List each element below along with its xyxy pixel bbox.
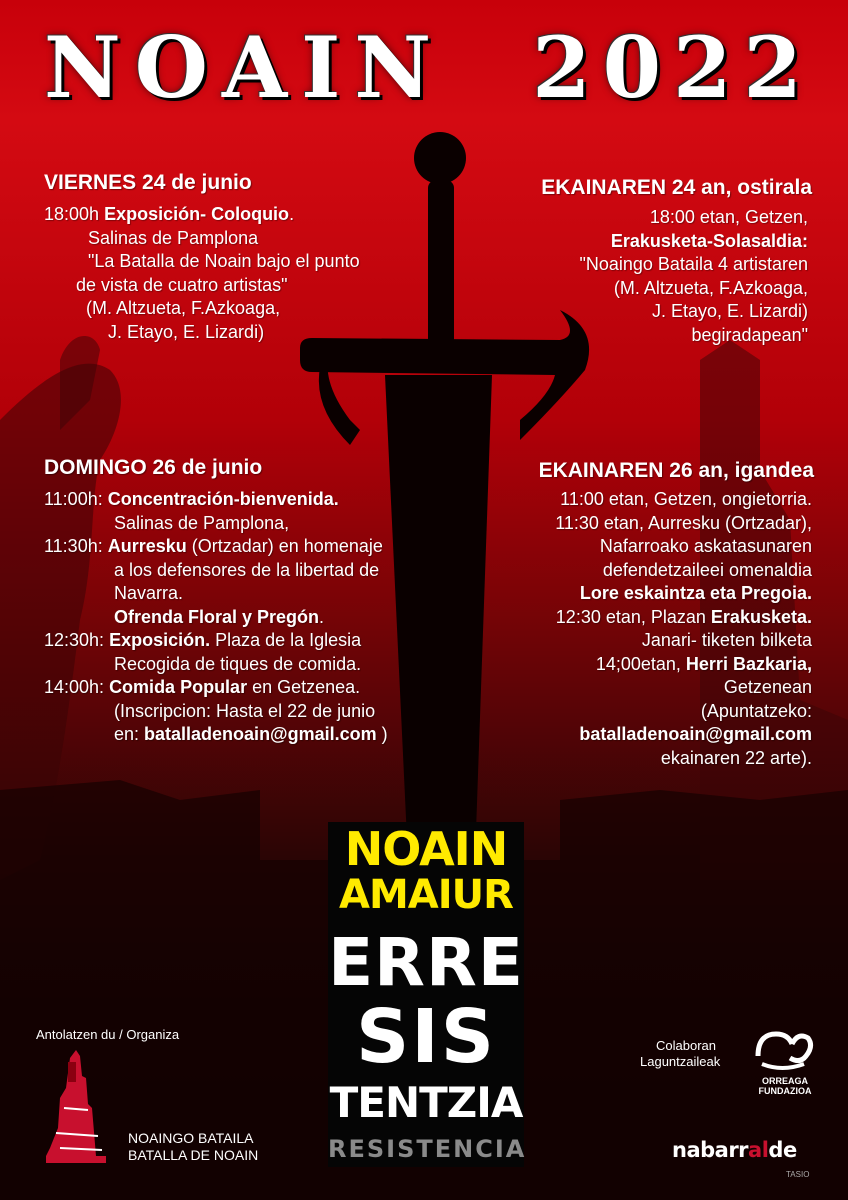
eu-day2-line-1: 11:00 etan, Getzen, ongietorria. <box>560 489 812 509</box>
es-day2-line-3: 11:30h: Aurresku (Ortzadar) en homenaje <box>44 536 383 556</box>
es-day2-line-11: en: batalladenoain@gmail.com ) <box>114 724 388 744</box>
eu-day1-line-6: begiradapean" <box>691 324 808 345</box>
es-day1-line-1: 18:00h Exposición- Coloquio. <box>44 204 295 224</box>
colaboran-label: Colaboran Laguntzaileak <box>640 1038 721 1069</box>
title-year: 2022 <box>532 18 814 117</box>
es-day1-line-3: "La Batalla de Noain bajo el punto <box>88 251 360 271</box>
eu-day1-line-4: (M. Altzueta, F.Azkoaga, <box>613 277 808 298</box>
es-day2-line-9: 14:00h: Comida Popular en Getzenea. <box>44 677 361 697</box>
logo-noain: NOAIN <box>344 822 508 876</box>
orreaga-logo-icon <box>752 1026 816 1074</box>
es-day1-line-6: J. Etayo, E. Lizardi) <box>108 321 265 342</box>
eu-day1-line-1: 18:00 etan, Getzen, <box>649 207 808 227</box>
eu-day2-heading: EKAINAREN 26 an, igandea <box>538 459 814 482</box>
eu-day2-block <box>472 488 812 770</box>
eu-day2-line-2: 11:30 etan, Aurresku (Ortzadar), <box>555 512 812 533</box>
es-day1-line-5: (M. Altzueta, F.Azkoaga, <box>86 298 281 318</box>
title-noain: NOAIN <box>44 18 446 117</box>
eu-day1-line-3: "Noaingo Bataila 4 artistaren <box>579 254 808 274</box>
es-day2-line-8: Recogida de tiques de comida. <box>114 653 362 674</box>
org-name-es: BATALLA DE NOAIN <box>128 1147 259 1163</box>
eu-day2-line-3: Nafarroako askatasunaren <box>599 536 812 556</box>
es-day1-line-4: de vista de cuatro artistas" <box>76 274 288 295</box>
poster-title <box>0 18 848 118</box>
es-day2-line-4: a los defensores de la libertad de <box>114 559 380 580</box>
es-day2-line-5: Navarra. <box>114 583 184 603</box>
eu-day1-line-2: Erakusketa-Solasaldia: <box>610 230 808 251</box>
es-day2-heading: DOMINGO 26 de junio <box>44 456 263 479</box>
logo-erre: ERRE <box>328 924 524 1001</box>
logo-amaiur: AMAIUR <box>339 872 513 918</box>
eu-day2-line-5: Lore eskaintza eta Pregoia. <box>579 583 812 603</box>
es-email[interactable]: batalladenoain@gmail.com <box>144 724 377 744</box>
es-day2-line-2: Salinas de Pamplona, <box>114 512 290 533</box>
eu-day2-line-7: Janari- tiketen bilketa <box>641 630 812 650</box>
tasio-credit: TASIO <box>786 1170 810 1179</box>
es-day1-line-2: Salinas de Pamplona <box>88 227 259 248</box>
eu-day2-line-12: ekainaren 22 arte). <box>660 747 812 768</box>
eu-day1-heading: EKAINAREN 24 an, ostirala <box>541 176 812 199</box>
logo-tentzia: TENTZIA <box>329 1078 523 1127</box>
eu-day2-line-9: Getzenean <box>723 677 812 697</box>
eu-day1-line-5: J. Etayo, E. Lizardi) <box>651 301 808 321</box>
es-day2-line-1: 11:00h: Concentración-bienvenida. <box>44 489 339 509</box>
organizer-name <box>128 1130 258 1164</box>
logo-resistencia: RESISTENCIA <box>328 1135 527 1163</box>
es-day2-block <box>44 488 388 747</box>
eu-email[interactable]: batalladenoain@gmail.com <box>579 724 812 744</box>
eu-day1-block <box>488 206 808 347</box>
eu-day2-line-4: defendetzaileei omenaldia <box>602 559 812 580</box>
es-day1-heading: VIERNES 24 de junio <box>44 171 252 194</box>
monument-logo-icon <box>36 1048 116 1166</box>
orreaga-label: ORREAGA FUNDAZIOA <box>758 1076 812 1096</box>
eu-day2-line-8: 14;00etan, Herri Bazkaria, <box>595 653 812 674</box>
org-name-eu: NOAINGO BATAILA <box>128 1130 254 1146</box>
eu-day2-line-10: (Apuntatzeko: <box>700 700 812 721</box>
es-day1-block <box>44 203 360 344</box>
es-day2-line-7: 12:30h: Exposición. Plaza de la Iglesia <box>44 630 362 650</box>
es-day2-line-6: Ofrenda Floral y Pregón. <box>114 606 325 627</box>
es-day2-line-10: (Inscripcion: Hasta el 22 de junio <box>114 700 376 721</box>
organiza-label: Antolatzen du / Organiza <box>36 1027 180 1042</box>
eu-day2-line-6: 12:30 etan, Plazan Erakusketa. <box>555 606 812 627</box>
noain-amaiur-logo <box>328 822 527 1167</box>
nabarralde-logo: nabarralde <box>672 1138 797 1162</box>
logo-sis: SIS <box>355 994 497 1080</box>
